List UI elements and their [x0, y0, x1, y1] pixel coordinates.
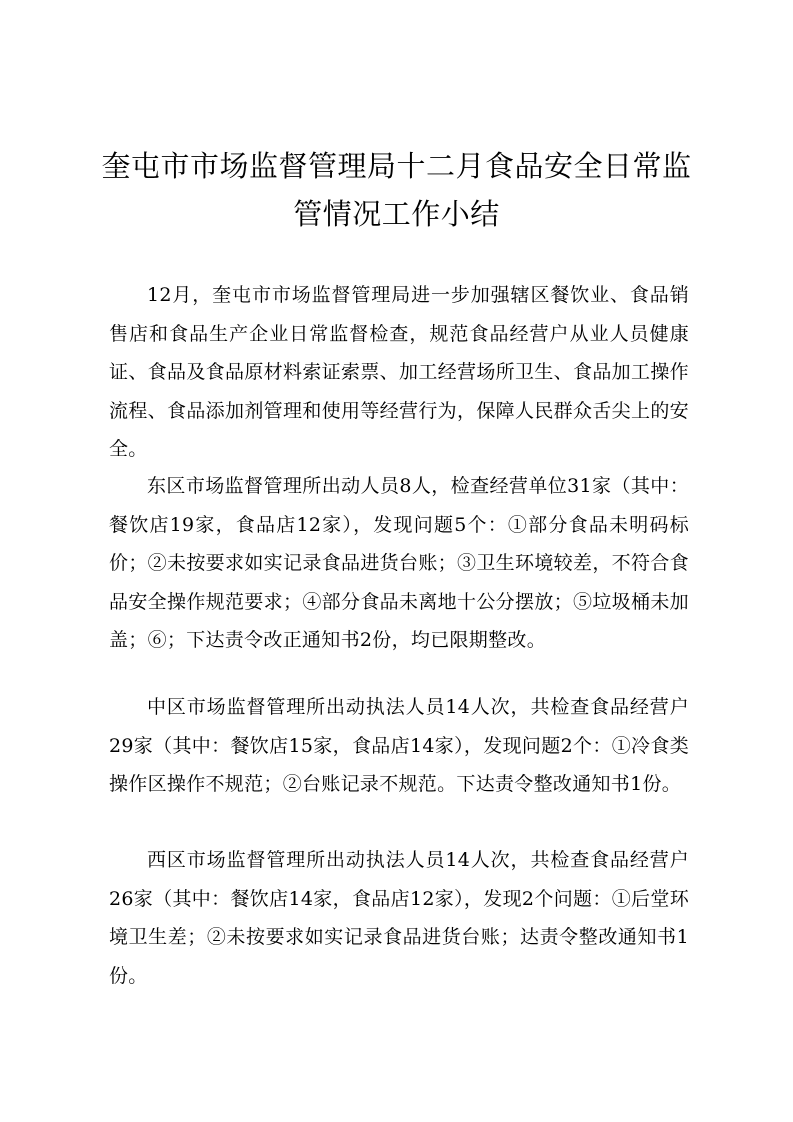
- paragraph-intro: 12月，奎屯市市场监督管理局进一步加强辖区餐饮业、食品销售店和食品生产企业日常监督检查，规范食品经营户从业人员健康证、食品及食品原材料索证索票、加工经营场所卫生、食品加工操作流程、食品添加剂管理和使用等经营行为，保障人民群众舌尖上的安全。: [109, 284, 689, 461]
- paragraph-east-district: 东区市场监督管理所出动人员8人，检查经营单位31家（其中：餐饮店19家，食品店12家），发现问题5个：①部分食品未明码标价；②未按要求如实记录食品进货台账；③卫生环境较差，不符合食品安全操作规范要求；④部分食品未离地十公分摆放；⑤垃圾桶未加盖；⑥；下达责令改正通知书2份，均已限期整改。: [109, 475, 689, 652]
- paragraph-central-district: 中区市场监督管理所出动执法人员14人次，共检查食品经营户29家（其中：餐饮店15家，食品店14家），发现问题2个：①冷食类操作区操作不规范；②台账记录不规范。下达责令整改通知书1份。: [109, 696, 689, 796]
- document-title-line-2: 管情况工作小结: [293, 197, 500, 231]
- paragraph-west-district: 西区市场监督管理所出动执法人员14人次，共检查食品经营户26家（其中：餐饮店14家，食品店12家），发现2个问题：①后堂环境卫生差；②未按要求如实记录食品进货台账；达责令整改通知书1份。: [109, 849, 689, 987]
- document-title-line-1: 奎屯市市场监督管理局十二月食品安全日常监: [101, 149, 692, 183]
